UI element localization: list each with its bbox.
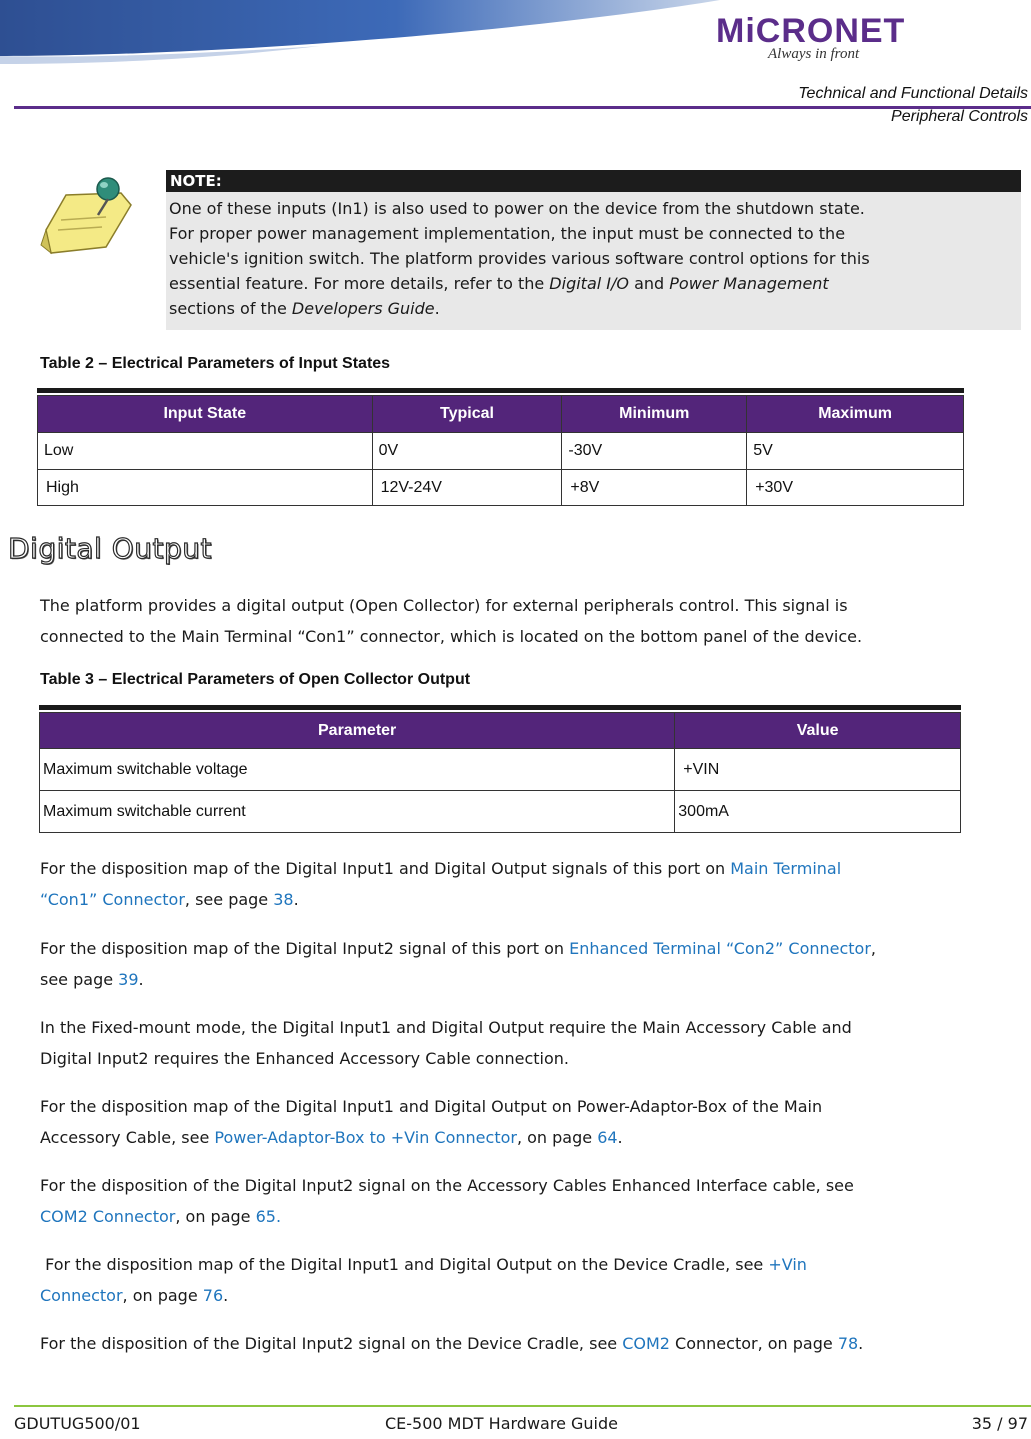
table-cell: Low [38, 433, 373, 470]
section-heading: Digital Output [8, 532, 212, 565]
table-row [40, 749, 961, 791]
link-page-65[interactable]: 65. [255, 1207, 282, 1226]
text-line: COM2 Connector, on page 65. [40, 1207, 282, 1226]
text-line: For the disposition of the Digital Input2 signal on the Accessory Cables Enhanced Interface cable, see [40, 1176, 854, 1195]
header-divider [14, 106, 1031, 109]
paragraph [40, 1328, 1031, 1359]
table2 [37, 395, 964, 506]
table-cell: +30V [747, 470, 964, 506]
text-line: The platform provides a digital output (Open Collector) for external peripherals control. This signal is [40, 596, 848, 615]
link-page-78[interactable]: 78 [837, 1334, 859, 1353]
logo-tagline: Always in front [768, 46, 860, 62]
footer-doc-title: CE-500 MDT Hardware Guide [385, 1414, 618, 1433]
link-power-adaptor-box[interactable]: Power-Adaptor-Box to +Vin Connector [214, 1128, 517, 1147]
table-header-cell: Typical [372, 396, 562, 433]
link-enhanced-terminal[interactable]: Enhanced Terminal “Con2” Connector [569, 939, 871, 958]
note-line: vehicle's ignition switch. The platform provides various software control options for this [169, 249, 870, 268]
table3-caption: Table 3 – Electrical Parameters of Open Collector Output [40, 671, 471, 688]
header-subtitle: Peripheral Controls [891, 108, 1028, 125]
note-line: For proper power management implementation, the input must be connected to the [169, 224, 846, 243]
link-page-64[interactable]: 64 [597, 1128, 618, 1147]
table-cell: 0V [372, 433, 562, 470]
paragraph [40, 1091, 1031, 1153]
note-line: One of these inputs (In1) is also used to power on the device from the shutdown state. [169, 199, 865, 218]
table-cell: 300mA [675, 791, 961, 833]
table-header-cell: Value [675, 713, 961, 749]
text-line: Accessory Cable, see Power-Adaptor-Box to +Vin Connector, on page 64. [40, 1128, 623, 1147]
table-cell: +8V [562, 470, 747, 506]
note-heading: NOTE: [166, 170, 1021, 192]
table-row [38, 470, 964, 506]
table-header-cell: Minimum [562, 396, 747, 433]
note-emphasis: Developers Guide [291, 299, 435, 318]
link-main-terminal[interactable]: Main Terminal [730, 859, 842, 878]
text-line: connected to the Main Terminal “Con1” connector, which is located on the bottom panel of the device. [40, 627, 863, 646]
note-line: essential feature. For more details, refer to the Digital I/O and Power Management [169, 274, 829, 293]
note-emphasis: Digital I/O [549, 274, 629, 293]
text-line: see page 39. [40, 970, 144, 989]
paragraph [40, 1012, 1031, 1074]
header-swoosh [0, 0, 720, 80]
table-cell: Maximum switchable current [40, 791, 675, 833]
paragraph [40, 853, 1031, 915]
text-line: Connector, on page 76. [40, 1286, 229, 1305]
table-cell: 12V-24V [372, 470, 562, 506]
text-line: “Con1” Connector, see page 38. [40, 890, 299, 909]
paragraph [40, 1249, 1031, 1311]
table-row [38, 433, 964, 470]
table-cell: +VIN [675, 749, 961, 791]
text-line: For the disposition map of the Digital Input1 and Digital Output on Power-Adaptor-Box of the Main [40, 1097, 823, 1116]
text-line: For the disposition map of the Digital Input1 and Digital Output on the Device Cradle, see +Vin [40, 1255, 807, 1274]
link-page-39[interactable]: 39 [118, 970, 139, 989]
table3 [39, 712, 961, 833]
link-page-76[interactable]: 76 [202, 1286, 224, 1305]
table-cell: Maximum switchable voltage [40, 749, 675, 791]
footer-divider [14, 1405, 1031, 1407]
text-line: For the disposition of the Digital Input2 signal on the Device Cradle, see COM2 Connector, on page 78. [40, 1334, 864, 1353]
table-header-cell: Maximum [747, 396, 964, 433]
note-emphasis: Power Management [669, 274, 829, 293]
table-cell: 5V [747, 433, 964, 470]
micronet-logo [712, 10, 912, 70]
table-header-cell: Parameter [40, 713, 675, 749]
table-header-cell: Input State [38, 396, 373, 433]
link-vin[interactable]: +Vin [768, 1255, 807, 1274]
table-cell: High [38, 470, 373, 506]
note-line: sections of the Developers Guide. [169, 299, 440, 318]
table2-top-rule [37, 388, 964, 393]
link-page-38[interactable]: 38 [273, 890, 294, 909]
section-intro [40, 590, 1031, 652]
link-com2-connector[interactable]: COM2 Connector [40, 1207, 176, 1226]
note-text [169, 196, 1014, 321]
note-pin-icon [36, 175, 141, 255]
paragraph [40, 1170, 1031, 1232]
table2-caption: Table 2 – Electrical Parameters of Input States [40, 355, 391, 372]
header-title: Technical and Functional Details [798, 85, 1028, 102]
table-cell: -30V [562, 433, 747, 470]
logo-text: MiCRONET [716, 12, 906, 50]
link-con1-connector[interactable]: “Con1” Connector [40, 890, 185, 909]
text-line: For the disposition map of the Digital Input1 and Digital Output signals of this port on Main Terminal [40, 859, 842, 878]
footer-page-number: 35 / 97 [971, 1414, 1028, 1433]
table-row [40, 791, 961, 833]
link-com2[interactable]: COM2 [622, 1334, 670, 1353]
footer-doc-id: GDUTUG500/01 [14, 1414, 141, 1433]
note-box [166, 170, 1021, 330]
paragraph [40, 933, 1031, 995]
link-connector[interactable]: Connector [40, 1286, 123, 1305]
text-line: In the Fixed-mount mode, the Digital Input1 and Digital Output require the Main Accessory Cable and [40, 1018, 852, 1037]
text-line: Digital Input2 requires the Enhanced Accessory Cable connection. [40, 1049, 569, 1068]
table3-top-rule [39, 705, 961, 710]
text-line: For the disposition map of the Digital Input2 signal of this port on Enhanced Terminal “Con2” Connector, [40, 939, 877, 958]
